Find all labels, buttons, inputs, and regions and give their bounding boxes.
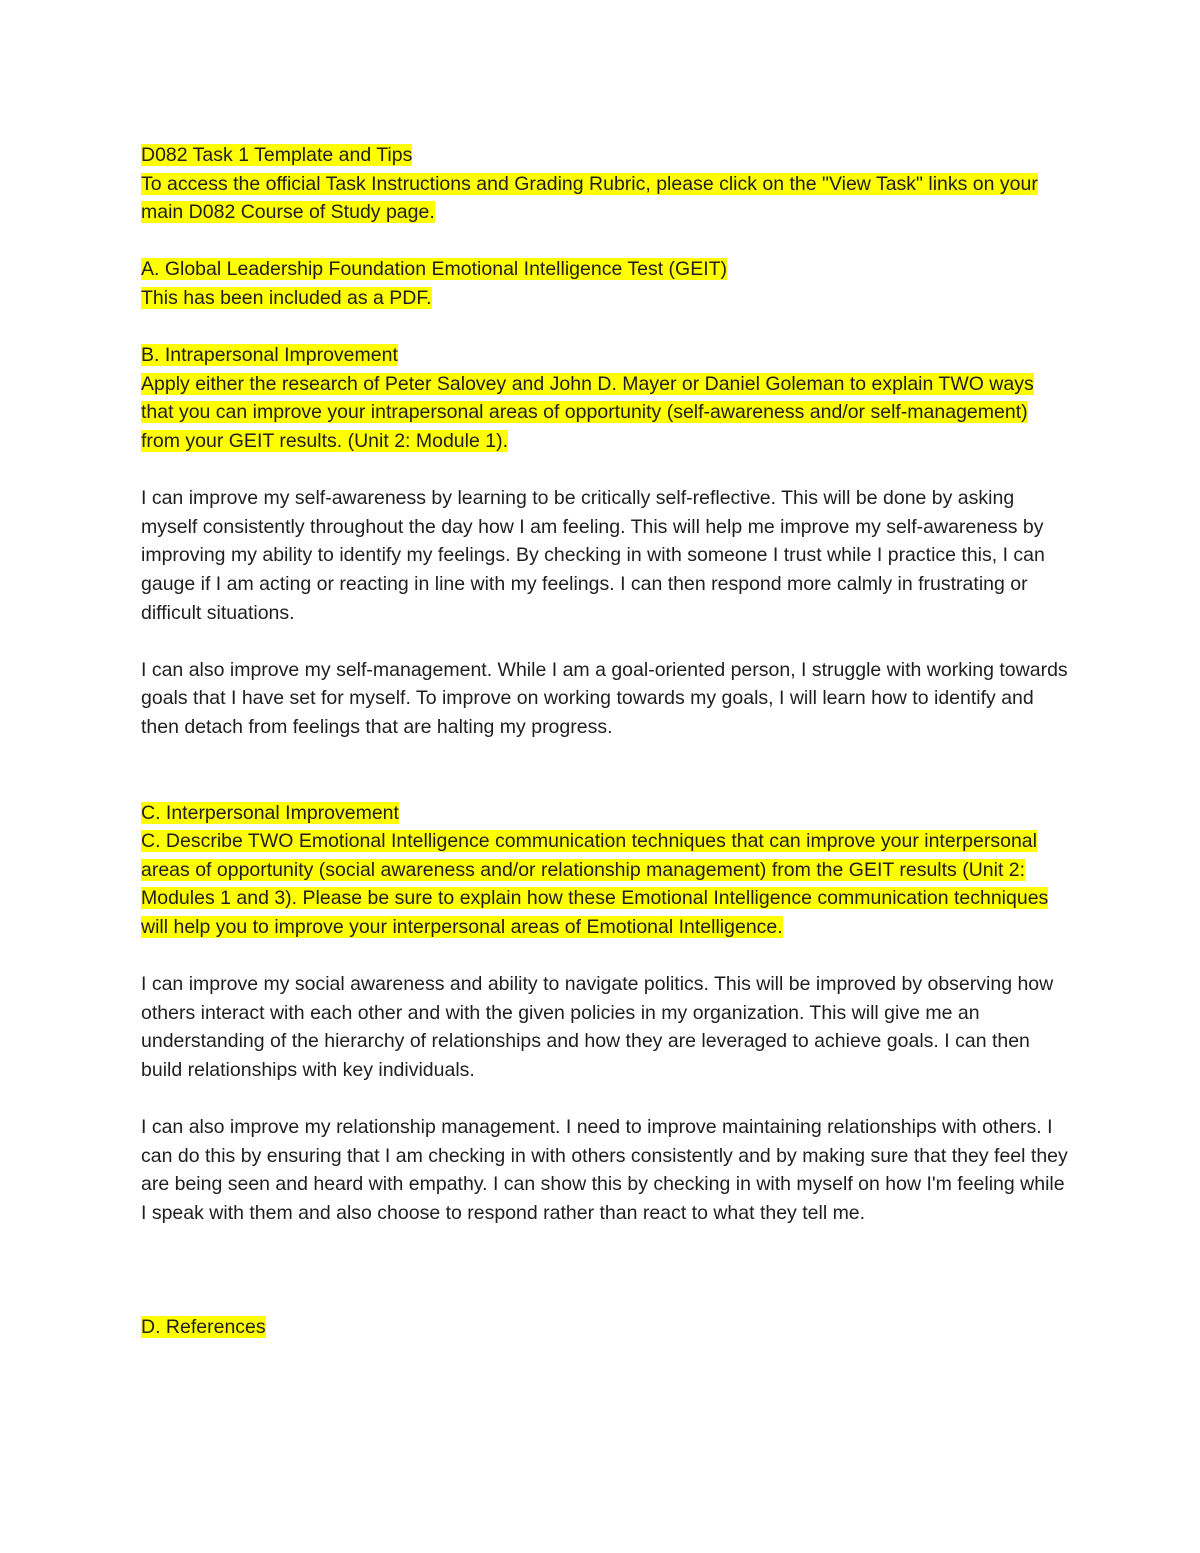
spacer bbox=[141, 942, 1071, 971]
section-c-heading bbox=[141, 799, 1071, 828]
section-b-heading bbox=[141, 341, 1071, 370]
spacer bbox=[141, 313, 1071, 342]
section-c-paragraph-1: I can improve my social awareness and ability to navigate politics. This will be improved by observing how others interact with each other and with the given policies in my organization. This will give me an understanding of the hierarchy of relationships and how they are leveraged to achieve goals. I can then build relationships with key individuals. bbox=[141, 973, 1054, 1081]
section-b-paragraph-1: I can improve my self-awareness by learning to be critically self-reflective. This will be done by asking myself consistently throughout the day how I am feeling. This will help me improve my self-awareness by improving my ability to identify my feelings. By checking in with someone I trust while I practice this, I can gauge if I am acting or reacting in line with my feelings. I can then respond more calmly in frustrating or difficult situations. bbox=[141, 487, 1045, 624]
spacer bbox=[141, 1085, 1071, 1114]
section-d-heading-text: D. References bbox=[141, 1316, 266, 1339]
spacer bbox=[141, 627, 1071, 656]
intro-paragraph bbox=[141, 170, 1071, 227]
section-a-note bbox=[141, 284, 1071, 313]
section-c-heading-text: C. Interpersonal Improvement bbox=[141, 801, 399, 824]
intro-text: To access the official Task Instructions and Grading Rubric, please click on the "View Task" links on your main D082 Course of Study page. bbox=[141, 172, 1038, 224]
document-body bbox=[141, 141, 1071, 1342]
section-a-heading-text: A. Global Leadership Foundation Emotional Intelligence Test (GEIT) bbox=[141, 258, 728, 281]
section-c-instruction bbox=[141, 827, 1071, 941]
spacer bbox=[141, 456, 1071, 485]
spacer bbox=[141, 741, 1071, 798]
spacer bbox=[141, 1228, 1071, 1314]
document-title bbox=[141, 141, 1071, 170]
spacer bbox=[141, 227, 1071, 256]
section-a-note-text: This has been included as a PDF. bbox=[141, 286, 432, 309]
section-b-heading-text: B. Intrapersonal Improvement bbox=[141, 344, 398, 367]
section-c-paragraph-2: I can also improve my relationship management. I need to improve maintaining relationships with others. I can do this by ensuring that I am checking in with others consistently and by making sure that they feel they are being seen and heard with empathy. I can show this by checking in with myself on how I'm feeling while I speak with them and also choose to respond rather than react to what they tell me. bbox=[141, 1116, 1068, 1224]
title-text: D082 Task 1 Template and Tips bbox=[141, 144, 413, 166]
section-b-paragraph-2: I can also improve my self-management. While I am a goal-oriented person, I struggle with working towards goals that I have set for myself. To improve on working towards my goals, I will learn how to identify and then detach from feelings that are halting my progress. bbox=[141, 658, 1068, 738]
section-c-instruction-text: C. Describe TWO Emotional Intelligence communication techniques that can improve your interpersonal areas of opportunity (social awareness and/or relationship management) from the GEIT results (Unit 2: Modules 1 and 3). Please be sure to explain how these Emotional Intelligence communication techniques will help you to improve your interpersonal areas of Emotional Intelligence. bbox=[141, 830, 1049, 939]
section-b-instruction bbox=[141, 370, 1071, 456]
section-a-heading bbox=[141, 255, 1071, 284]
section-d-heading bbox=[141, 1313, 1071, 1342]
section-b-instruction-text: Apply either the research of Peter Salovey and John D. Mayer or Daniel Goleman to explain TWO ways that you can improve your intrapersonal areas of opportunity (self-awareness and/or self-management) from your GEIT results. (Unit 2: Module 1). bbox=[141, 372, 1034, 452]
